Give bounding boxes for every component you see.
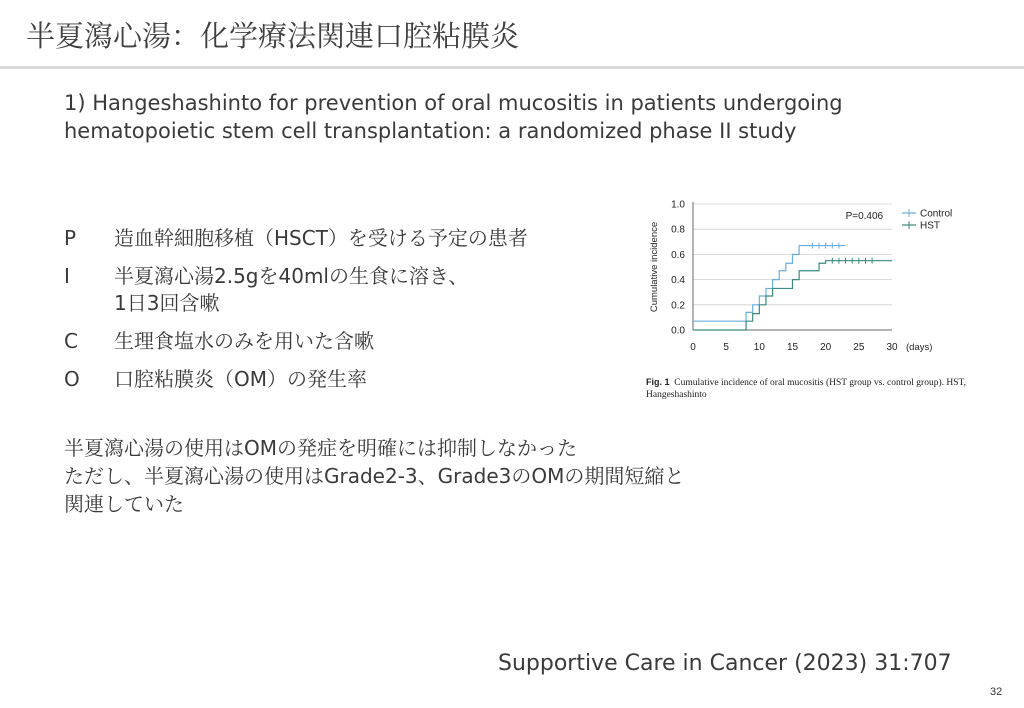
x-tick-label: 0: [690, 342, 696, 353]
conclusion-line: 関連していた: [64, 492, 184, 516]
y-tick-label: 1.0: [671, 199, 685, 211]
x-tick-label: 10: [753, 342, 765, 353]
citation: Supportive Care in Cancer (2023) 31:707: [498, 651, 952, 676]
x-axis-label: (days): [906, 342, 933, 353]
x-tick-label: 5: [723, 342, 729, 353]
legend-label: Control: [920, 208, 953, 220]
page-title: 半夏瀉心湯：化学療法関連口腔粘膜炎: [26, 19, 520, 53]
pico-item-o: [64, 366, 624, 393]
p-value-annotation: P=0.406: [845, 211, 884, 223]
series-line-hst: [693, 261, 892, 330]
series-lines: [693, 243, 892, 330]
figure: [643, 190, 973, 405]
x-tick-label: 20: [820, 342, 832, 353]
page-number: 32: [990, 686, 1003, 698]
legend-label: HST: [920, 220, 940, 232]
y-tick-label: 0.8: [671, 224, 685, 236]
title-bar: [0, 0, 1024, 69]
pico-text: 半夏瀉心湯2.5gを40mlの生食に溶き、: [114, 264, 469, 288]
pico-text: 口腔粘膜炎（OM）の発生率: [114, 367, 367, 391]
pico-list: [64, 225, 624, 404]
pico-text-line2: 1日3回含嗽: [114, 291, 220, 315]
y-tick-label: 0.6: [671, 249, 685, 261]
pico-letter: O: [64, 367, 80, 391]
pico-item-i: [64, 263, 624, 317]
x-tick-label: 15: [786, 342, 799, 353]
y-tick-label: 0.0: [671, 325, 685, 337]
km-chart: [643, 190, 973, 370]
conclusion-line: ただし、半夏瀉心湯の使用はGrade2-3、Grade3のOMの期間短縮と: [64, 464, 685, 488]
pico-text: 造血幹細胞移植（HSCT）を受ける予定の患者: [114, 226, 528, 250]
pico-letter: I: [64, 264, 70, 288]
x-tick-label: 25: [853, 342, 865, 353]
pico-letter: C: [64, 329, 78, 353]
series-line-control: [693, 246, 846, 322]
pico-text: 生理食塩水のみを用いた含嗽: [114, 329, 374, 353]
pico-letter: P: [64, 226, 77, 250]
conclusion-line: 半夏瀉心湯の使用はOMの発症を明確には抑制しなかった: [64, 436, 577, 460]
figure-caption-label: Fig. 1: [646, 377, 670, 387]
pico-item-p: [64, 225, 624, 252]
y-axis-label: Cumulative incidence: [649, 221, 660, 313]
legend: [902, 209, 952, 232]
figure-caption-text: Cumulative incidence of oral mucositis (HST group vs. control group). HST, Hangeshashinto: [646, 378, 966, 400]
axes: [649, 200, 932, 354]
study-title: 1) Hangeshashinto for prevention of oral mucositis in patients undergoing hematopoietic stem cell transplantation: a randomized phase II study: [64, 91, 843, 143]
pico-item-c: [64, 328, 624, 355]
y-tick-label: 0.4: [671, 275, 685, 287]
figure-caption: [646, 376, 971, 401]
conclusion: [64, 434, 824, 518]
x-tick-label: 30: [886, 342, 898, 353]
grid-lines: [693, 204, 892, 330]
y-tick-label: 0.2: [671, 300, 685, 312]
